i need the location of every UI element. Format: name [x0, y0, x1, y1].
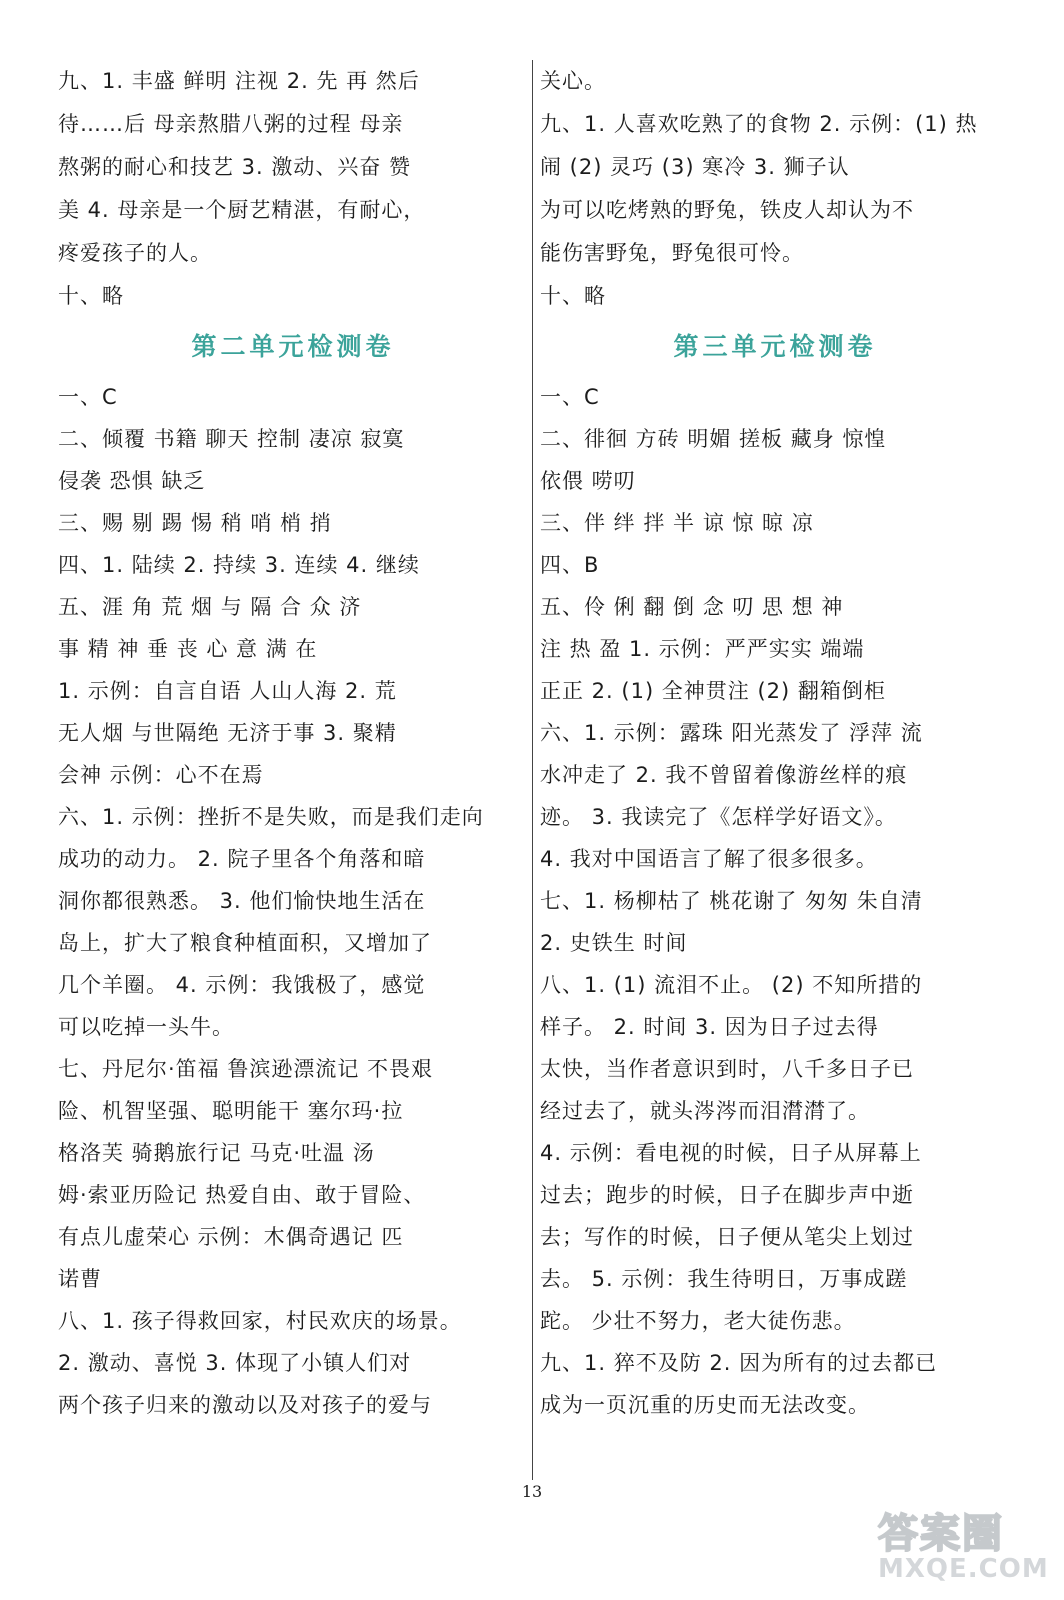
answer-line: 洞你都很熟悉。 3. 他们愉快地生活在: [58, 889, 426, 913]
answer-line: 十、略: [58, 284, 124, 308]
unit-two-answers: [58, 376, 528, 1426]
answer-line: 水冲走了 2. 我不曾留着像游丝样的痕: [540, 763, 908, 787]
answer-line: 1. 示例：自言自语 人山人海 2. 荒: [58, 679, 397, 703]
answer-line: 依偎 唠叨: [540, 469, 636, 493]
answer-line: 正正 2. (1) 全神贯注 (2) 翻箱倒柜: [540, 679, 886, 703]
answer-line: 八、1. 孩子得救回家，村民欢庆的场景。: [58, 1309, 462, 1333]
answer-line: 岛上，扩大了粮食种植面积，又增加了: [58, 931, 432, 955]
answer-line: 无人烟 与世隔绝 无济于事 3. 聚精: [58, 721, 397, 745]
answer-line: 九、1. 丰盛 鲜明 注视 2. 先 再 然后: [58, 69, 420, 93]
answer-line: 能伤害野兔，野兔很可怜。: [540, 241, 804, 265]
answer-line: 关心。: [540, 69, 606, 93]
answer-line: 成为一页沉重的历史而无法改变。: [540, 1393, 870, 1417]
answer-line: 三、伴 绊 拌 半 谅 惊 晾 凉: [540, 511, 814, 535]
answer-line: 事 精 神 垂 丧 心 意 满 在: [58, 637, 318, 661]
answer-line: 几个羊圈。 4. 示例：我饿极了，感觉: [58, 973, 426, 997]
answer-line: 两个孩子归来的激动以及对孩子的爱与: [58, 1393, 432, 1417]
right-column: [540, 60, 1010, 1426]
page-number: 13: [521, 1482, 543, 1501]
answer-line: 有点儿虚荣心 示例：木偶奇遇记 匹: [58, 1225, 404, 1249]
answer-line: 经过去了，就头涔涔而泪潸潸了。: [540, 1099, 870, 1123]
answer-line: 成功的动力。 2. 院子里各个角落和暗: [58, 847, 426, 871]
answer-line: 九、1. 猝不及防 2. 因为所有的过去都已: [540, 1351, 938, 1375]
section-title-unit-two: 第二单元检测卷: [191, 332, 395, 361]
unit-one-answers-tail: [58, 60, 528, 318]
answer-line: 样子。 2. 时间 3. 因为日子过去得: [540, 1015, 879, 1039]
answer-line: 五、涯 角 荒 烟 与 隔 合 众 济: [58, 595, 362, 619]
answer-line: 为可以吃烤熟的野兔，铁皮人却认为不: [540, 198, 914, 222]
watermark-logo: 答案圈: [878, 1511, 1004, 1557]
answer-line: 可以吃掉一头牛。: [58, 1015, 234, 1039]
answer-line: 2. 史铁生 时间: [540, 931, 688, 955]
answer-line: 迹。 3. 我读完了《怎样学好语文》。: [540, 805, 897, 829]
answer-line: 去。 5. 示例：我生待明日，万事成蹉: [540, 1267, 908, 1291]
answer-line: 注 热 盈 1. 示例：严严实实 端端: [540, 637, 865, 661]
section-title-unit-three: 第三单元检测卷: [673, 332, 877, 361]
answer-line: 七、1. 杨柳枯了 桃花谢了 匆匆 朱自清: [540, 889, 923, 913]
unit-three-answers: [540, 376, 1010, 1426]
answer-line: 会神 示例：心不在焉: [58, 763, 264, 787]
answer-line: 4. 示例：看电视的时候，日子从屏幕上: [540, 1141, 922, 1165]
answer-line: 姆·索亚历险记 热爱自由、敢于冒险、: [58, 1183, 426, 1207]
left-column: [58, 60, 528, 1426]
answer-line: 去；写作的时候，日子便从笔尖上划过: [540, 1225, 914, 1249]
answer-line: 疼爱孩子的人。: [58, 241, 212, 265]
answer-line: 六、1. 示例：挫折不是失败，而是我们走向: [58, 805, 484, 829]
answer-line: 五、伶 俐 翻 倒 念 叨 思 想 神: [540, 595, 844, 619]
answer-line: 美 4. 母亲是一个厨艺精湛，有耐心，: [58, 198, 426, 222]
answer-line: 四、1. 陆续 2. 持续 3. 连续 4. 继续: [58, 553, 420, 577]
answer-line: 二、倾覆 书籍 聊天 控制 凄凉 寂寞: [58, 427, 405, 451]
answer-line: 八、1. (1) 流泪不止。 (2) 不知所措的: [540, 973, 923, 997]
answer-line: 过去；跑步的时候，日子在脚步声中逝: [540, 1183, 914, 1207]
answer-line: 二、徘徊 方砖 明媚 搓板 藏身 惊惶: [540, 427, 887, 451]
answer-line: 一、C: [540, 385, 600, 409]
unit-two-answers-tail: [540, 60, 1010, 318]
answer-line: 险、机智坚强、聪明能干 塞尔玛·拉: [58, 1099, 404, 1123]
column-divider: [532, 60, 533, 1480]
answer-line: 四、B: [540, 553, 600, 577]
watermark-url: MXQE.COM: [878, 1554, 1049, 1584]
answer-line: 2. 激动、喜悦 3. 体现了小镇人们对: [58, 1351, 412, 1375]
answer-line: 三、赐 剔 踢 惕 稍 哨 梢 捎: [58, 511, 332, 535]
watermark: [868, 1502, 1048, 1592]
answer-line: 格洛芙 骑鹅旅行记 马克·吐温 汤: [58, 1141, 375, 1165]
answer-line: 4. 我对中国语言了解了很多很多。: [540, 847, 878, 871]
answer-line: 七、丹尼尔·笛福 鲁滨逊漂流记 不畏艰: [58, 1057, 434, 1081]
answer-line: 诺曹: [58, 1267, 102, 1291]
answer-line: 侵袭 恐惧 缺乏: [58, 469, 206, 493]
answer-line: 九、1. 人喜欢吃熟了的食物 2. 示例：(1) 热: [540, 112, 978, 136]
answer-line: 六、1. 示例：露珠 阳光蒸发了 浮萍 流: [540, 721, 923, 745]
answer-line: 太快，当作者意识到时，八千多日子已: [540, 1057, 914, 1081]
answer-line: 熬粥的耐心和技艺 3. 激动、兴奋 赞: [58, 155, 412, 179]
answer-line: 十、略: [540, 284, 606, 308]
answer-line: 待……后 母亲熬腊八粥的过程 母亲: [58, 112, 404, 136]
answer-line: 闹 (2) 灵巧 (3) 寒冷 3. 狮子认: [540, 155, 850, 179]
answer-line: 一、C: [58, 385, 118, 409]
answer-line: 跎。 少壮不努力，老大徒伤悲。: [540, 1309, 856, 1333]
